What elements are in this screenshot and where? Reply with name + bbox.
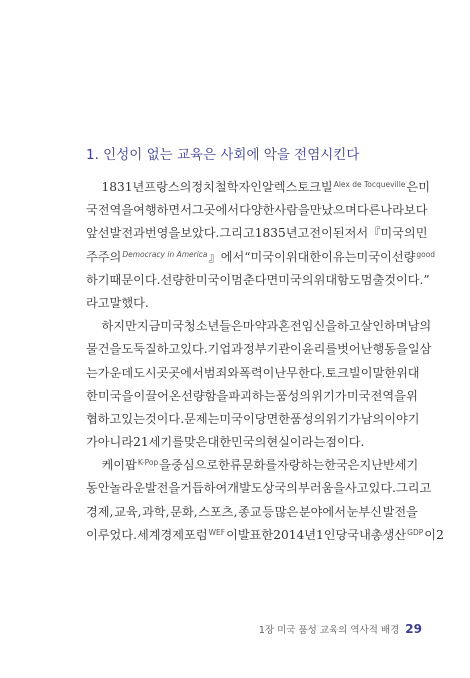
- text-word: 라고: [86, 295, 110, 310]
- page-number: 29: [405, 622, 422, 636]
- text-word: 케이팝: [86, 458, 137, 473]
- text-word: 협하고: [86, 411, 122, 426]
- text-word: 지금: [136, 319, 161, 334]
- text-word: 이야기: [384, 411, 420, 426]
- text-word: 현실이라는: [266, 435, 326, 450]
- text-word: 범죄와: [203, 365, 240, 380]
- text-word: 선량: [391, 249, 416, 264]
- paragraph: [86, 454, 444, 547]
- page-footer: [259, 622, 422, 636]
- section-title: 1. 인성이 없는 교육은 사회에 악을 전염시킨다: [86, 147, 360, 163]
- text-word: 사고: [345, 481, 369, 496]
- text-word: 동안: [86, 481, 110, 496]
- text-word: 도둑질하고: [121, 342, 181, 357]
- text-word: 토크빌이: [325, 365, 373, 380]
- text-word: 점이다.: [325, 435, 365, 450]
- text-word: 때문이다.: [109, 272, 161, 287]
- text-word: 그리고: [396, 481, 432, 496]
- text-word: 미국: [160, 319, 184, 334]
- text-word: 2014년: [273, 527, 316, 542]
- text-line: [86, 246, 436, 269]
- text-word: 미국이: [195, 272, 232, 287]
- text-line: [86, 362, 418, 385]
- text-word: 지난: [359, 458, 383, 473]
- text-word: 과학,: [142, 504, 170, 519]
- text-word: 미국이: [356, 249, 392, 264]
- text-word: 당면한: [254, 411, 291, 426]
- text-word: 있다.: [368, 481, 396, 496]
- text-word: 가: [86, 435, 98, 450]
- text-word: 경제,: [86, 504, 114, 519]
- chapter-running-head: 1장 미국 품성 교육의 역사적 배경: [258, 625, 400, 636]
- text-line: [86, 338, 432, 361]
- text-word: 있는: [121, 411, 145, 426]
- text-word: 것이다.”: [384, 272, 430, 287]
- text-word: 이유는: [321, 249, 357, 264]
- text-word: 품성의: [275, 388, 312, 403]
- text-word: 살인하며: [360, 319, 408, 334]
- text-word: 놀라운: [109, 481, 145, 496]
- text-line: [86, 199, 428, 222]
- text-word: 앞선: [86, 226, 110, 241]
- text-word: 은: [406, 180, 419, 194]
- text-word: 발전을: [144, 481, 181, 496]
- text-word: 여행하면서: [133, 203, 192, 218]
- text-word: 중심으로: [171, 458, 219, 473]
- text-word: 반세기: [383, 458, 419, 473]
- text-word: 마약과: [242, 319, 279, 334]
- text-word: 눈부신: [346, 504, 382, 519]
- text-line: [86, 292, 418, 315]
- text-word: 온: [169, 388, 181, 403]
- text-word: 문화를: [241, 458, 278, 473]
- text-line: [86, 431, 418, 454]
- text-word: 파괴하는: [228, 388, 276, 403]
- text-word: 위: [406, 388, 418, 403]
- text-word: 한국은: [324, 458, 360, 473]
- text-word: 종교: [238, 504, 262, 519]
- text-word: 위대함도: [313, 272, 361, 287]
- text-word: 한류: [218, 458, 242, 473]
- text-word: 고전이: [297, 226, 333, 241]
- text-word: 가운데: [97, 365, 134, 380]
- text-word: 발전을: [382, 504, 418, 519]
- text-word: 발전과: [109, 226, 145, 241]
- text-word: 는: [86, 365, 98, 380]
- text-word: 세계경제포럼: [136, 527, 208, 542]
- text-word: 있다.: [180, 342, 208, 357]
- gloss-superscript: GDP: [407, 527, 424, 537]
- text-line: [86, 524, 444, 547]
- text-word: 한: [86, 388, 98, 403]
- text-word: 전역을: [370, 388, 406, 403]
- text-word: 도시: [133, 365, 157, 380]
- text-word: 이루었다.: [86, 527, 137, 542]
- text-word: 많은: [274, 504, 299, 519]
- text-word: 이: [226, 527, 238, 542]
- text-word: 것이다.: [144, 411, 185, 426]
- text-word: 보았다.: [180, 226, 220, 241]
- text-word: 벗어난: [337, 342, 373, 357]
- text-word: 말한: [372, 365, 397, 380]
- text-word: 등: [262, 504, 275, 519]
- text-line: [86, 176, 430, 199]
- text-word: 미국의: [278, 272, 314, 287]
- text-word: 분야에서: [298, 504, 346, 519]
- text-word: 1인당: [315, 527, 348, 542]
- text-word: 저서: [344, 226, 369, 241]
- text-word: 』에서: [208, 249, 245, 264]
- paragraph: [86, 176, 436, 315]
- text-word: 선량함을: [181, 388, 229, 403]
- text-word: 하기: [86, 272, 110, 287]
- text-word: 위대한: [285, 249, 322, 264]
- text-word: 말했다.: [109, 295, 149, 310]
- text-word: 하고: [337, 319, 361, 334]
- text-word: 난무한다.: [274, 365, 326, 380]
- text-line: [86, 501, 418, 524]
- text-word: 위기가: [311, 388, 347, 403]
- text-word: “미국이: [244, 249, 286, 264]
- text-line: [86, 408, 418, 431]
- text-word: 다른: [356, 203, 381, 218]
- text-word: 알렉스: [262, 180, 298, 194]
- text-word: 일삼: [407, 342, 432, 357]
- text-word: 토크빌: [297, 180, 333, 194]
- text-word: 2: [436, 527, 444, 542]
- text-word: 거듭하여: [180, 481, 228, 496]
- text-word: 교육,: [114, 504, 142, 519]
- text-word: 나라보다: [380, 203, 428, 218]
- text-word: 미국을: [98, 388, 134, 403]
- text-word: 폭력이: [239, 365, 275, 380]
- text-word: 품성의: [290, 411, 326, 426]
- text-word: 정부기관이: [242, 342, 302, 357]
- text-word: 스포츠,: [198, 504, 238, 519]
- text-word: 다양한: [239, 203, 275, 218]
- text-line: [86, 385, 418, 408]
- text-word: 을: [159, 458, 172, 473]
- text-word: 미국: [346, 388, 371, 403]
- text-word: 행동을: [372, 342, 408, 357]
- text-word: 전역을: [97, 203, 134, 218]
- text-line: [86, 315, 432, 338]
- text-word: 문제는: [184, 411, 220, 426]
- text-line: [86, 454, 418, 477]
- text-word: 사람을: [274, 203, 310, 218]
- text-word: 프랑스의: [144, 180, 192, 194]
- text-word: 윤리를: [301, 342, 338, 357]
- text-line: [86, 269, 430, 292]
- text-word: 청소년들은: [183, 319, 243, 334]
- text-word: 국내총생산: [347, 527, 407, 542]
- text-word: 하지만: [86, 319, 137, 334]
- text-word: 이: [424, 527, 437, 542]
- text-word: 번영을: [144, 226, 181, 241]
- gloss-superscript: good: [416, 249, 436, 259]
- text-word: 부러움을: [297, 481, 346, 496]
- text-word: 정치철학자인: [191, 180, 263, 194]
- text-word: 혼전임신을: [278, 319, 337, 334]
- text-word: 주주의: [86, 249, 122, 264]
- text-word: 남의: [360, 411, 385, 426]
- text-word: 자랑하는: [277, 458, 325, 473]
- text-word: 1835년: [254, 226, 298, 241]
- text-word: 멈출: [360, 272, 385, 287]
- gloss-superscript: K-Pop: [137, 458, 159, 468]
- text-word: 미: [418, 180, 430, 194]
- text-word: 남의: [407, 319, 432, 334]
- text-word: 국: [86, 203, 98, 218]
- text-word: 발표한: [237, 527, 274, 542]
- text-word: 개발도상국의: [227, 481, 298, 496]
- text-word: 미국이: [219, 411, 255, 426]
- text-word: 1831년: [86, 180, 145, 194]
- text-word: 위대: [396, 365, 420, 380]
- text-word: 대한민국의: [207, 435, 267, 450]
- text-word: 민: [415, 226, 428, 241]
- text-line: [86, 477, 432, 500]
- text-word: 된: [332, 226, 345, 241]
- text-word: 만났으며: [309, 203, 357, 218]
- text-word: 맞은: [183, 435, 208, 450]
- text-word: 아니라: [97, 435, 134, 450]
- gloss-superscript: Democracy in America: [122, 249, 208, 259]
- text-word: 『미국의: [368, 226, 416, 241]
- gloss-superscript: Alex de Tocqueville: [333, 180, 406, 189]
- gloss-superscript: WEF: [208, 527, 226, 537]
- paragraph: [86, 315, 432, 454]
- text-word: 멈춘다면: [231, 272, 279, 287]
- text-word: 곳곳에서: [156, 365, 204, 380]
- text-word: 문화,: [170, 504, 198, 519]
- text-word: 선량한: [160, 272, 196, 287]
- text-word: 그곳에서: [191, 203, 240, 218]
- text-word: 기업과: [207, 342, 243, 357]
- text-word: 그리고: [219, 226, 255, 241]
- text-word: 이끌어: [133, 388, 169, 403]
- text-word: 물건을: [86, 342, 122, 357]
- body-text: [86, 176, 444, 547]
- text-word: 21세기를: [133, 435, 184, 450]
- text-word: 위기가: [325, 411, 361, 426]
